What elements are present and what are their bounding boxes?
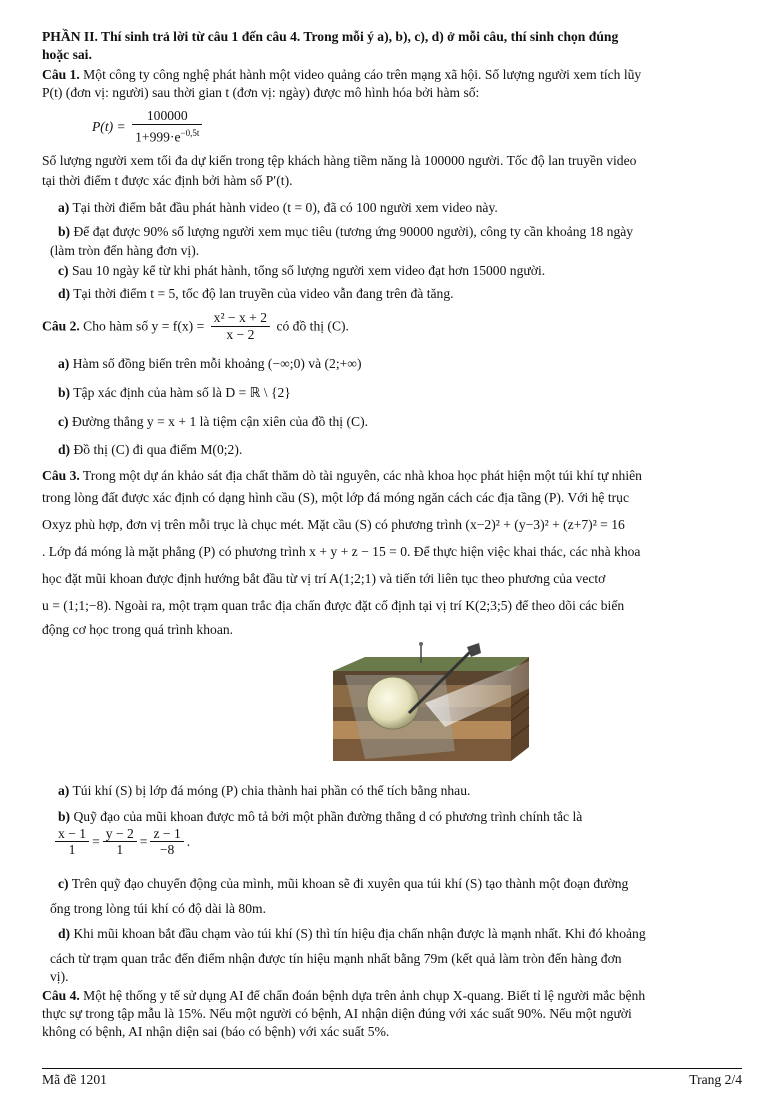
ground-surface [333,657,529,671]
q3-line7: động cơ học trong quá trình khoan. [42,622,234,637]
q1-item-b: b) Để đạt được 90% số lượng người xem mục tiêu (tương ứng 90000 người), công ty cần khoảng 18 ngày [58,224,634,239]
q3-line2: trong lòng đất được xác định có dạng hình cầu (S), một lớp đá móng ngăn cách các địa tầng (P). Với hệ trục [42,490,630,505]
q4-line2: thực sự trong tập mẫu là 15%. Nếu một người có bệnh, AI nhận diện đúng với xác suất 90%. Nếu một người [42,1006,632,1021]
q3-line5: học đặt mũi khoan được định hướng bắt đầu từ vị trí A(1;2;1) và tiến tới liên tục theo phương của vectơ [42,571,606,586]
q3-item-b: b) Quỹ đạo của mũi khoan được mô tả bởi một phần đường thẳng d có phương trình chính tắc là [58,809,583,824]
q3-item-c-cont: ống trong lòng túi khí có độ dài là 80m. [50,901,266,916]
part-heading: PHẦN II. Thí sinh trả lời từ câu 1 đến câu 4. Trong mỗi ý a), b), c), d) ở mỗi câu, thí sinh chọn đúng [42,29,619,44]
q4-label: Câu 4. [42,988,80,1003]
q3-item-b-equation: $\frac{x - 1}{1}$ = $\frac{y - 2}{1}$ = $\frac{z - 1}{-8}$ . [52,826,190,857]
q3-line1: Câu 3. Trong một dự án khảo sát địa chất thăm dò tài nguyên, các nhà khoa học phát hiện một túi khí tự nhiên [42,468,642,483]
q3-item-d-cont: cách từ trạm quan trắc đến điểm nhận được tín hiệu mạnh nhất bằng 79m (kết quả làm tròn đến hàng đơn [50,951,622,966]
q2-fraction: $\frac{\text{x² − x + 2}}{x - 2}$ [211,310,270,343]
q1-formula-fraction: $\frac{100000}{1+999\cdot e^{-0,5t}}$ [132,108,202,146]
q1-label: Câu 1. [42,67,80,82]
q1-item-c: c) Sau 10 ngày kể từ khi phát hành, tổng số lượng người xem video đạt hơn 15000 người. [58,263,546,278]
drilling-illustration [325,641,554,779]
part-heading-cont: hoặc sai. [42,47,92,62]
q1-formula: P(t) = $\frac{100000}{1+999\cdot e^{-0,5t}}$ [92,108,205,146]
q2-item-b: b) Tập xác định của hàm số là D = ℝ \ {2} [58,385,291,400]
q3-label: Câu 3. [42,468,80,483]
q2-stem: Câu 2. Cho hàm số y = f(x) = $\frac{\text{x² − x + 2}}{x - 2}$ có đồ thị (C). [42,310,349,342]
q3-item-d-cont2: vị). [50,969,69,984]
station-sensor [419,642,423,646]
q2-item-c: c) Đường thẳng y = x + 1 là tiệm cận xiên của đồ thị (C). [58,414,368,429]
footer-divider [42,1068,742,1069]
q1-item-a: a) Tại thời điểm bắt đầu phát hành video (t = 0), đã có 100 người xem video này. [58,200,498,215]
q3-line3: Oxyz phù hợp, đơn vị trên mỗi trục là chục mét. Mặt cầu (S) có phương trình (x−2)² + (y−3)² + (z+7)² = 16 [42,517,625,532]
gas-pocket-sphere [367,677,419,729]
q2-label: Câu 2. [42,318,80,334]
q1-intro-line1: Câu 1. Một công ty công nghệ phát hành một video quảng cáo trên mạng xã hội. Số lượng người xem tích lũy [42,67,642,82]
q1-item-b-cont: (làm tròn đến hàng đơn vị). [50,243,200,258]
q3-item-d: d) Khi mũi khoan bắt đầu chạm vào túi khí (S) thì tín hiệu địa chấn nhận được là mạnh nhất. Khi đó khoảng [58,926,646,941]
q4-line3: không có bệnh, AI nhận diện sai (báo có bệnh) với xác suất 5%. [42,1024,390,1039]
q1-intro-line2: P(t) (đơn vị: người) sau thời gian t (đơn vị: ngày) được mô hình hóa bởi hàm số: [42,85,480,100]
q4-line1: Câu 4. Một hệ thống y tế sử dụng AI để chẩn đoán bệnh dựa trên ảnh chụp X-quang. Biết tỉ lệ người mắc bệnh [42,988,646,1003]
q3-line4: . Lớp đá móng là mặt phẳng (P) có phương trình x + y + z − 15 = 0. Để thực hiện việc khai thác, các nhà khoa [42,544,641,559]
q3-line6: u = (1;1;−8). Ngoài ra, một trạm quan trắc địa chấn được đặt cố định tại vị trí K(2;3;5) để theo dõi các biến [42,598,625,613]
q3-item-a: a) Túi khí (S) bị lớp đá móng (P) chia thành hai phần có thể tích bằng nhau. [58,783,471,798]
q1-text-line3: Số lượng người xem tối đa dự kiến trong tệp khách hàng tiềm năng là 100000 người. Tốc độ lan truyền video [42,153,637,168]
q3-item-c: c) Trên quỹ đạo chuyển động của mình, mũi khoan sẽ đi xuyên qua túi khí (S) tạo thành một đoạn đường [58,876,629,891]
q1-text-line4: tại thời điểm t được xác định bởi hàm số P′(t). [42,173,293,188]
q2-item-d: d) Đồ thị (C) đi qua điểm M(0;2). [58,442,243,457]
exam-code: Mã đề 1201 [42,1072,107,1087]
page-number: Trang 2/4 [689,1072,742,1087]
q2-item-a: a) Hàm số đồng biến trên mỗi khoảng (−∞;0) và (2;+∞) [58,356,362,371]
q1-item-d: d) Tại thời điểm t = 5, tốc độ lan truyền của video vẫn đang trên đà tăng. [58,286,454,301]
